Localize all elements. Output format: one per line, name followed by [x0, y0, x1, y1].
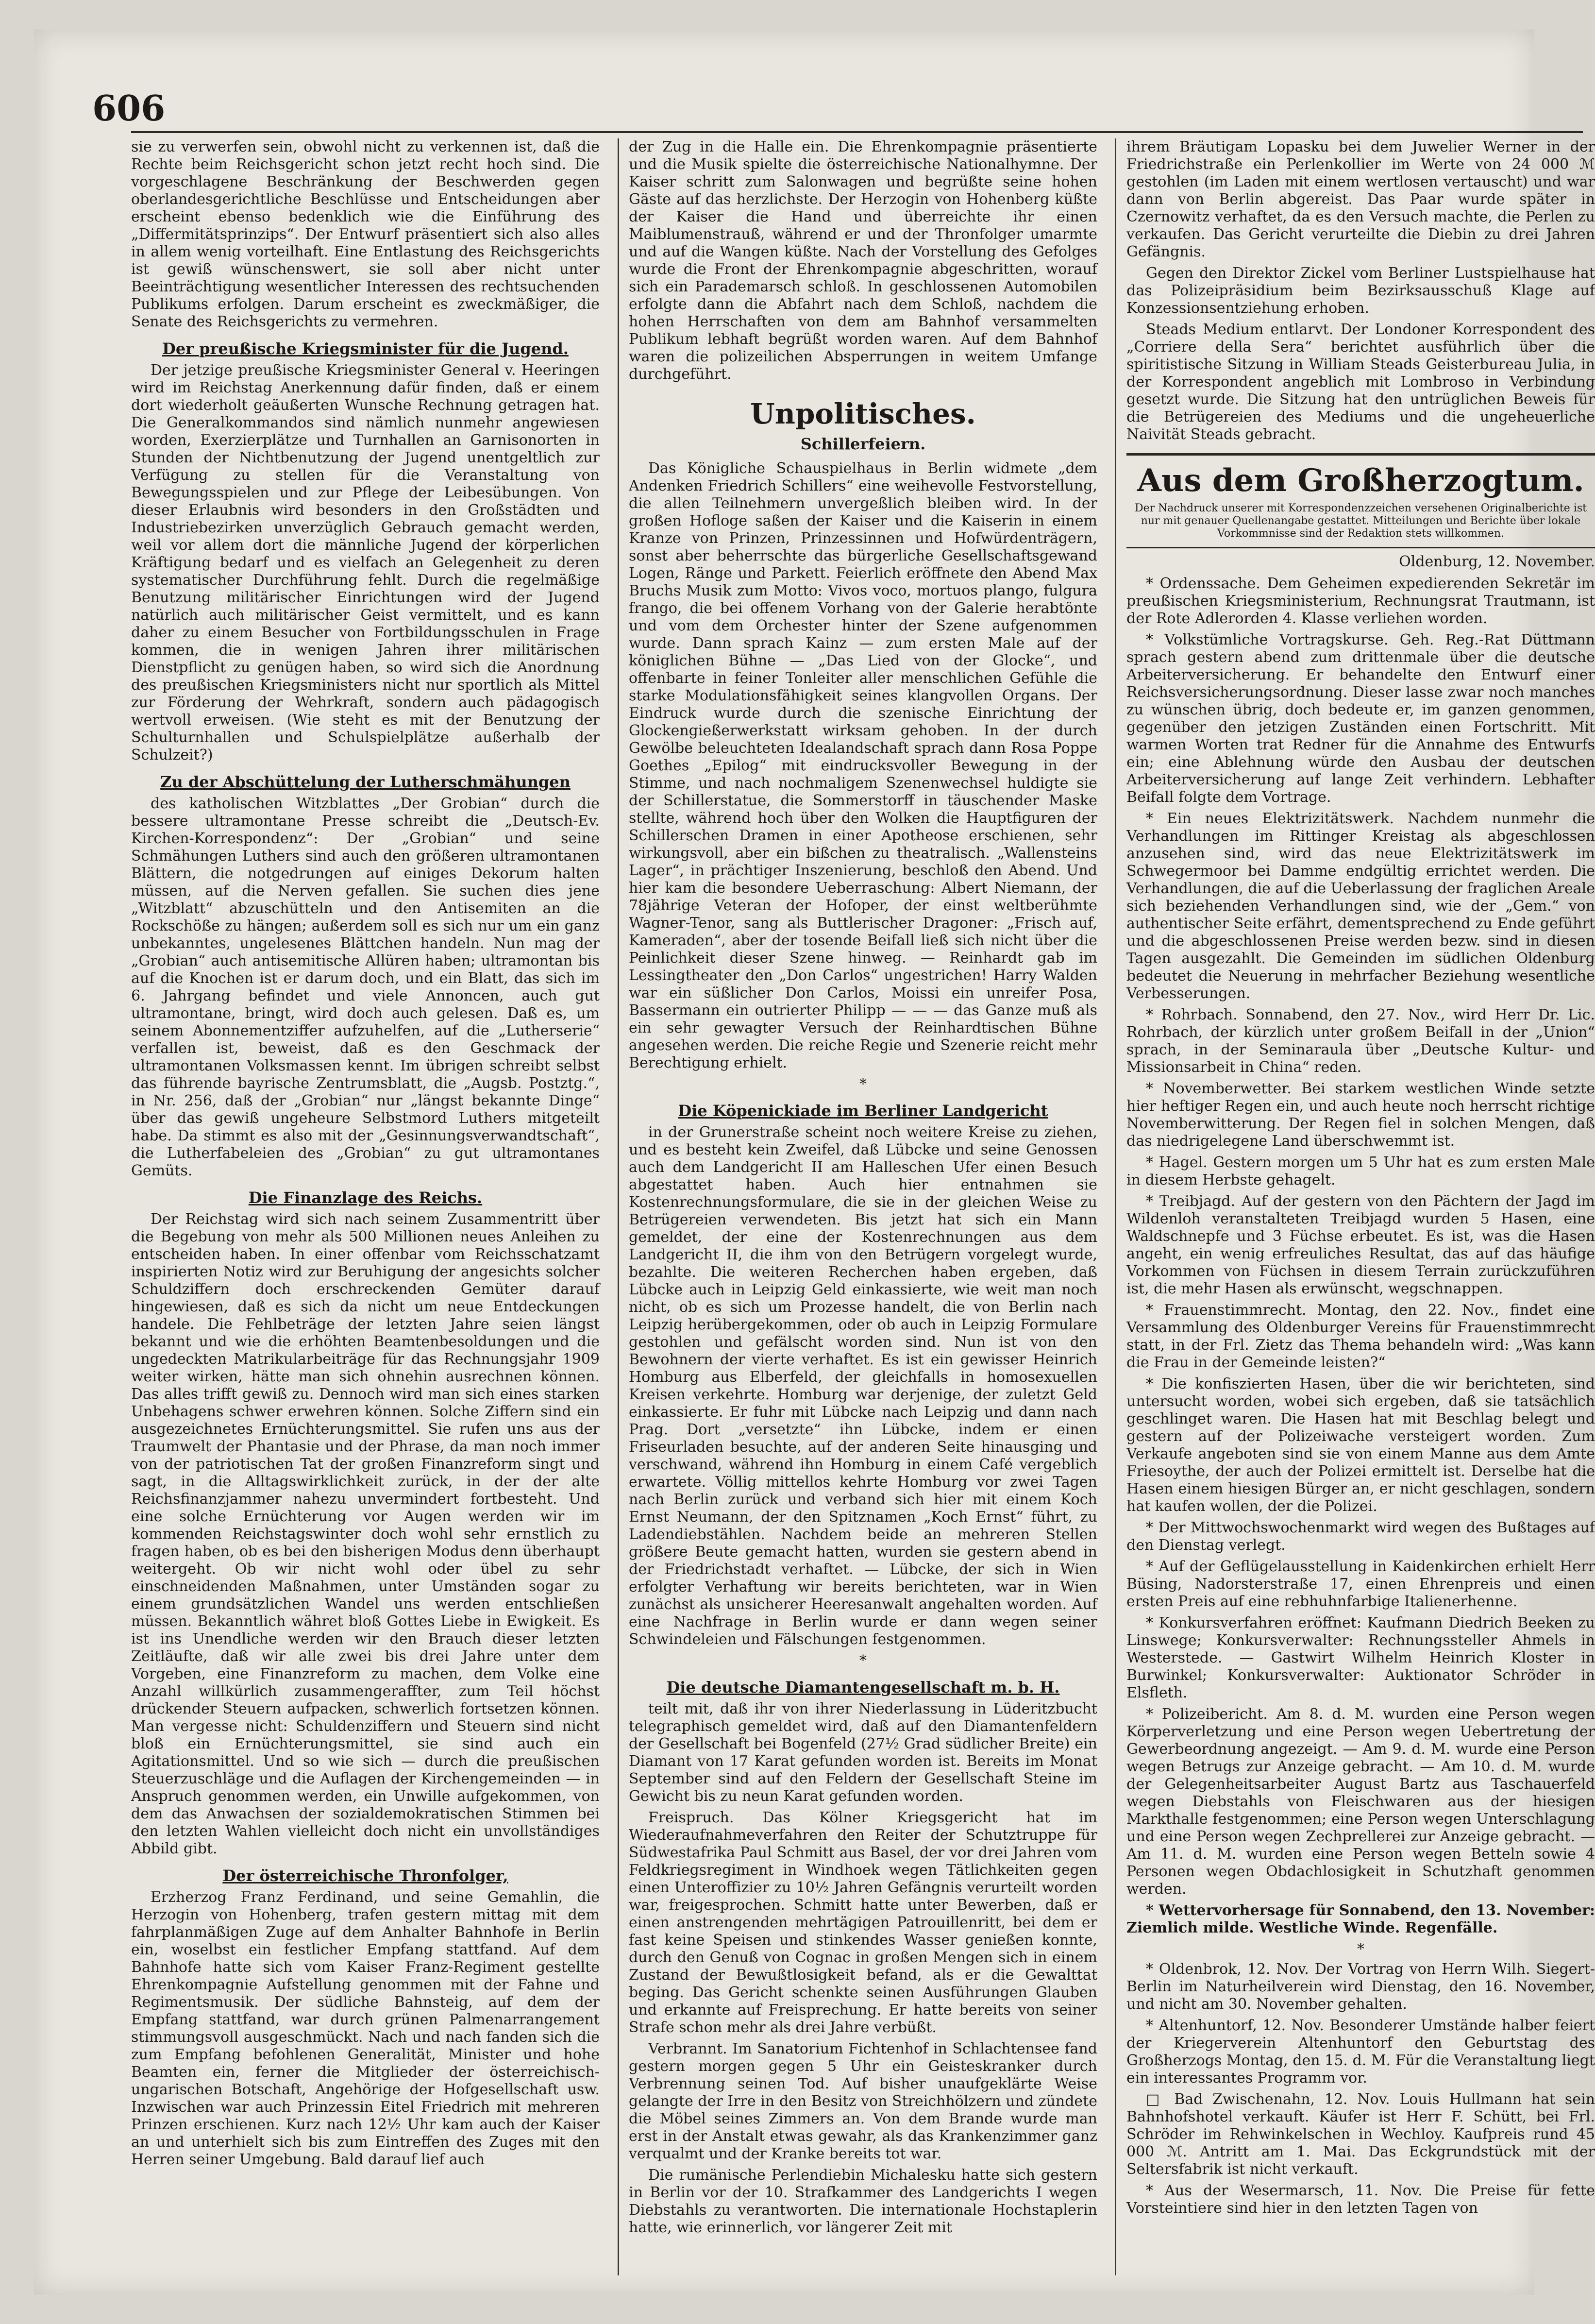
news-item: * Der Mittwochswochenmarkt wird wegen des Bußtages auf den Dienstag verlegt. — [1126, 1519, 1595, 1554]
news-item: * Die konfiszierten Hasen, über die wir berichteten, sind untersucht worden, wobei sich ergeben, daß sie tatsächlich geschlinget waren. Die Hasen hat mit Beschlag belegt und gestern auf der Polizeiwache versteigert worden. Zum Verkaufe angeboten sind sie von einem Manne aus dem Amte Friesoythe, der auch der Polizei ermittelt ist. Derselbe hat die Hasen einem hiesigen Bürger an, er nicht geschlagen, sondern hat kaufen wollen, der die Polizei. — [1126, 1375, 1595, 1515]
article-text: Steads Medium entlarvt. Der Londoner Korrespondent des „Corriere della Sera“ berichtet ausführlich über die spiritistische Sitzung in William Steads Geisterbureau Julia, in der Korrespondent angeblich mit Lombroso in Verbindung gesetzt wurde. Die Sitzung hat den untrüglichen Beweis für die Betrügereien des Mediums und die ungeheuerliche Naivität Steads gebracht. — [1126, 321, 1595, 443]
news-item: * Konkursverfahren eröffnet: Kaufmann Diedrich Beeken zu Linswege; Konkursverwalter: Rechnungssteller Ahmels in Westerstede. — Gastwirt Wilhelm Heinrich Kloster in Burwinkel; Konkursverwalter: Auktionator Schröder in Elsfleth. — [1126, 1614, 1595, 1701]
section-title: Unpolitisches. — [750, 397, 976, 430]
news-item: * Ordenssache. Dem Geheimen expedierenden Sekretär im preußischen Kriegsministerium, Rechnungsrat Trautmann, ist der Rote Adlerorden 4. Klasse verliehen worden. — [1126, 575, 1595, 627]
section-title: Aus dem Großherzogtum. — [1137, 462, 1584, 499]
article-text: Verbrannt. Im Sanatorium Fichtenhof in Schlachtensee fand gestern morgen gegen 5 Uhr ein Geisteskranker durch Verbrennung seinen Tod. Auf bisher unaufgeklärte Weise gelangte der Irre in den Besitz von Streichhölzern und zündete die Möbel seines Zimmers an. Von dem Brande wurde man erst in der Anstalt etwas gewahr, als das Krankenzimmer ganz verqualmt und der Kranke bereits tot war. — [629, 2040, 1097, 2162]
news-item: * Aus der Wesermarsch, 11. Nov. Die Preise für fette Vorsteintiere sind hier in den letzten Tagen von — [1126, 2182, 1595, 2217]
separator-star: * — [859, 1076, 867, 1093]
article-text: Das Königliche Schauspielhaus in Berlin widmete „dem Andenken Friedrich Schillers“ eine weihevolle Festvorstellung, die allen Teilnehmern unvergeßlich bleiben wird. In der großen Hofloge saßen der Kaiser und die Kaiserin in einem Kranze von Prinzen, Prinzessinnen und Hofwürdenträgern, sonst aber beherrschte das bürgerliche Gesellschaftsgewand Logen, Ränge und Parkett. Feierlich eröffnete den Abend Max Bruchs Musik zum Motto: Vivos voco, mortuos plango, fulgura frango, die bei offenem Vorhang von der Galerie herabtönte und vom dem Orchester hinter der Szene aufgenommen wurde. Dann sprach Kainz — zum ersten Male auf der königlichen Bühne — „Das Lied von der Glocke“, und offenbarte in feiner Tonleiter aller menschlichen Gefühle die starke Modulationsfähigkeit seines klangvollen Organs. Der Eindruck wurde durch die szenische Einrichtung der Glockengießerwerkstatt wirksam gehoben. In der durch Gewölbe beleuchteten Idealandschaft sprach dann Rosa Poppe Goethes „Epilog“ mit eindrucksvoller Bewegung in der Stimme, und nach nochmaligem Szenenwechsel huldigte sie der Schillerstatue, die Sommerstorff in täuschender Maske stellte, während hoch über den Wolken die Hauptfiguren der Schillerschen Dramen in einer Apotheose erschienen, sehr wirkungsvoll, aber ein bißchen zu theatralisch. „Wallensteins Lager“, in prächtiger Inszenierung, beschloß den Abend. Und hier kam die besondere Ueberraschung: Albert Niemann, der 78jährige Veteran der Hofoper, der einst weltberühmte Wagner-Tenor, sang als Buttlerischer Dragoner: „Frisch auf, Kameraden“, aber der tosende Beifall ließ sich nicht über die Peinlichkeit dieser Szene hinweg. — Reinhardt gab im Lessingtheater den „Don Carlos“ ungestrichen! Harry Walden war ein süßlicher Don Carlos, Moissi ein unreifer Posa, Bassermann ein outrierter Philipp — — — das Ganze muß als ein sehr gewagter Versuch der Reinhardtischen Bühne angesehen werden. Die reiche Regie und Szenerie reicht mehr Berechtigung erhielt. — [629, 460, 1097, 1071]
article-text: teilt mit, daß ihr von ihrer Niederlassung in Lüderitzbucht telegraphisch gemeldet wird, daß auf den Diamantenfeldern der Gesellschaft bei Bogenfeld (27½ Grad südlicher Breite) ein Diamant von 17 Karat gefunden worden ist. Bereits im Monat September sind auf den Feldern der Gesellschaft Steine im Gewicht bis zu neun Karat gefunden worden. — [629, 1700, 1097, 1805]
article-text: Der jetzige preußische Kriegsminister General v. Heeringen wird im Reichstag Anerkennung dafür finden, daß er einem dort wiederholt geäußerten Wunsche Rechnung getragen hat. Die Generalkommandos sind nämlich nunmehr angewiesen worden, Exerzierplätze und Turnhallen an Garnisonorten in Stunden der Nichtbenutzung der Jugend unentgeltlich zur Verfügung zu stellen für die Veranstaltung von Bewegungsspielen und zur Pflege der Leibesübungen. Von dieser Erlaubnis wird besonders in den Großstädten und Industriebezirken unverzüglich Gebrauch gemacht werden, weil vor allem dort die männliche Jugend der körperlichen Kräftigung bedarf und es vielfach an Gelegenheit zu deren systematischer Durchführung fehlt. Durch die regelmäßige Benutzung militärischer Einrichtungen wird der Jugend natürlich auch militärischer Geist vermittelt, und es kann daher zu einem Besucher von Fortbildungsschulen in Frage kommen, die in wenigen Jahren ihrer militärischen Dienstpflicht zu genügen haben, so wird sich die Anordnung des preußischen Kriegsministers nicht nur sportlich als Mittel zur Förderung der Wehrkraft, sondern auch pädagogisch wertvoll erweisen. (Wie steht es mit der Benutzung der Schulturnhallen und Schulspielplätze außerhalb der Schulzeit?) — [131, 362, 600, 763]
news-item: * Novemberwetter. Bei starkem westlichen Winde setzte hier heftiger Regen ein, und auch heute noch herrscht richtige Novemberwitterung. Der Regen fiel in solchen Mengen, daß das niedrigelegene Land überschwemmt ist. — [1126, 1080, 1595, 1150]
column-rule — [1115, 138, 1116, 2275]
article-text: der Zug in die Halle ein. Die Ehrenkompagnie präsentierte und die Musik spielte die österreichische Nationalhymne. Der Kaiser schritt zum Salonwagen und begrüßte seine hohen Gäste auf das herzlichste. Der Herzogin von Hohenberg küßte der Kaiser die Hand und überreichte ihr einen Maiblumenstrauß, während er und der Thronfolger umarmte und auf die Wangen küßte. Nach der Vorstellung des Gefolges wurde die Front der Ehrenkompagnie abgeschritten, worauf sich ein Parademarsch schloß. In geschlossenen Automobilen erfolgte dann die Abfahrt nach dem Schloß, nachdem die hohen Herrschaften von dem am Bahnhof versammelten Publikum lebhaft begrüßt worden waren. Auf dem Bahnhof waren die polizeilichen Absperrungen in weitem Umfange durchgeführt. — [629, 138, 1097, 383]
news-item: * Altenhuntorf, 12. Nov. Besonderer Umstände halber feiert der Kriegerverein Altenhuntorf den Geburtstag des Großherzogs Montag, den 15. d. M. Für die Veranstaltung liegt ein interessantes Programm vor. — [1126, 2017, 1595, 2087]
reprint-note: Der Nachdruck unserer mit Korrespondenzzeichen versehenen Originalberichte ist nur mit genauer Quellenangabe gestattet. Mitteilungen und Berichte über lokale Vorkommnisse sind der Redaktion stets willkommen. — [1135, 502, 1587, 540]
separator-star: * — [1357, 1941, 1364, 1958]
article-text: in der Grunerstraße scheint noch weitere Kreise zu ziehen, und es besteht kein Zweifel, daß Lübcke und seine Genossen auch dem Landgericht II am Halleschen Ufer einen Besuch abgestattet haben. Auch hier entnahmen sie Kostenrechnungsformulare, die sie in der gleichen Weise zu Betrügereien verwendeten. Bis jetzt hat sich ein Mann gemeldet, der eine der Kostenrechnungen aus dem Landgericht II, die ihm von den Betrügern vorgelegt wurde, bezahlte. Die weiteren Recherchen haben ergeben, daß Lübcke auch in Leipzig Geld einkassierte, wie weit man noch nicht, ob es sich um Prozesse handelt, die von Berlin nach Leipzig herübergekommen, oder ob auch in Leipzig Formulare gestohlen und gefälscht worden sind. Nun ist von den Bewohnern der vierte verhaftet. Es ist ein gewisser Heinrich Homburg aus Elberfeld, der gleichfalls in homosexuellen Kreisen verkehrte. Homburg war derjenige, der zuletzt Geld einkassierte. Er fuhr mit Lübcke nach Leipzig und dann nach Prag. Dort „versetzte“ ihn Lübcke, indem er einen Friseurladen besuchte, auf der anderen Seite hinausging und verschwand, während ihn Homburg in einem Café vergeblich erwartete. Völlig mittellos kehrte Homburg vor zwei Tagen nach Berlin zurück und verband sich hier mit einem Koch Ernst Neumann, der den Spitznamen „Koch Ernst“ führt, zu Ladendiebstählen. Nachdem beide an mehreren Stellen größere Beute gemacht hatten, wurden sie gestern abend in der Friedrichstadt verhaftet. — Lübcke, der sich in Wien erfolgter Verhaftung wir bereits berichteten, war in Wien zunächst als unsicherer Heeresanwalt angehalten worden. Auf eine Nachfrage in Berlin wurde er dann wegen seiner Schwindeleien und Fälschungen festgenommen. — [629, 1124, 1097, 1648]
article-heading: Zu der Abschüttelung der Lutherschmähungen — [160, 773, 571, 791]
article-text: Erzherzog Franz Ferdinand, und seine Gemahlin, die Herzogin von Hohenberg, trafen gestern mittag mit dem fahrplanmäßigen Zuge auf dem Anhalter Bahnhofe in Berlin ein, woselbst ein festlicher Empfang stattfand. Auf dem Bahnhofe hatte sich vom Kaiser Franz-Regiment gestellte Ehrenkompagnie Aufstellung genommen mit der Fahne und Regimentsmusik. Der südliche Bahnsteig, auf dem der Empfang stattfand, war durch grünen Palmenarrangement stimmungsvoll ausgeschmückt. Nach und nach fanden sich die zum Empfang befohlenen Generalität, Minister und hohe Beamten ein, ferner die Mitglieder der österreichisch-ungarischen Botschaft, Angehörige der Hofgesellschaft usw. Inzwischen war auch Prinzessin Eitel Friedrich mit mehreren Prinzen erschienen. Kurz nach 12½ Uhr kam auch der Kaiser an und unterhielt sich bis zum Eintreffen des Zuges mit den Herren seiner Umgebung. Bald darauf lief auch — [131, 1889, 600, 2168]
news-item: * Auf der Geflügelausstellung in Kaidenkirchen erhielt Herr Büsing, Nadorsterstraße 17, einen Ehrenpreis und einen ersten Preis auf eine rebhuhnfarbige Italienerhenne. — [1126, 1558, 1595, 1610]
page-number: 606 — [92, 87, 166, 129]
article-heading: Die Finanzlage des Reichs. — [248, 1188, 483, 1207]
news-item: * Wettervorhersage für Sonnabend, den 13. November: Ziemlich milde. Westliche Winde. Regenfälle. — [1126, 1902, 1595, 1936]
article-text: Der Reichstag wird sich nach seinem Zusammentritt über die Begebung von mehr als 500 Millionen neues Anleihen zu entscheiden haben. In einer offenbar vom Reichsschatzamt inspirierten Notiz wird zur Beruhigung der angesichts solcher Schuldziffern doch erschreckenden Gemüter darauf hingewiesen, daß es sich da nicht um neue Entdeckungen handele. Die Fehlbeträge der letzten Jahre seien längst bekannt und wie die erhöhten Beamtenbesoldungen und die ungedeckten Matrikularbeiträge für das Rechnungsjahr 1909 weiter wirken, hätte man sich ohnehin ausrechnen können. Das alles trifft gewiß zu. Dennoch wird man sich eines starken Unbehagens schwer erwehren können. Solche Ziffern sind ein ausgezeichnetes Ernüchterungsmittel. Sie rufen uns aus der Traumwelt der Phantasie und der Phrase, da man noch immer von der patriotischen Tat der großen Finanzreform singt und sagt, in die Alltagswirklichkeit zurück, in der der alte Reichsfinanzjammer nahezu unvermindert fortbesteht. Und eine solche Ernüchterung vor Augen werden wir im kommenden Reichstagswinter doch wohl sehr ernstlich zu fragen haben, ob es bei den bisherigen Modus denn überhaupt weitergeht. Ob wir nicht wohl oder übel zu sehr einschneidenden Maßnahmen, unter Umständen sogar zu einem grundsätzlichen Wandel uns werden entschließen müssen. Bekanntlich währet bloß Gottes Liebe in Ewigkeit. Es ist ins Unendliche werden wir den Brauch dieser letzten Zeitläufte, daß wir alle zwei bis drei Jahre unter dem Vorgeben, eine Finanzreform zu machen, dem Volke eine Anzahl willkürlich zusammengeraffter, zum Teil höchst drückender Steuern aufpacken, schwerlich fortsetzen können. Man vergesse nicht: Schuldenziffern und Steuern sind nicht bloß ein Ernüchterungsmittel, sie sind auch ein Agitationsmittel. Und so wie sich — durch die preußischen Steuerzuschläge und die Auflagen der Kirchengemeinden — in Anspruch genommen werden, ein Unwille aufgekommen, von dem das Anwachsen der sozialdemokratischen Stimmen bei den letzten Wahlen vielleicht doch nicht ein unvollständiges Abbild gibt. — [131, 1211, 600, 1857]
article-heading: Die Köpenickiade im Berliner Landgericht — [678, 1102, 1048, 1120]
news-item: * Ein neues Elektrizitätswerk. Nachdem nunmehr die Verhandlungen im Rittinger Kreistag als abgeschlossen anzusehen sind, wird das neue Elektrizitätswerk im Schwegermoor bei Damme endgültig errichtet werden. Die Verhandlungen, die auf die Ueberlassung der fraglichen Areale sich beziehenden Verhandlungen sind, wie der „Gem.“ von authentischer Seite erfährt, dementsprechend zu Ende geführt und die abgeschlossenen Preise werden bezw. sind in diesen Tagen ausgezahlt. Die Gemeinden im südlichen Oldenburg bedeutet die Neuerung in mehrfacher Beziehung wesentliche Verbesserungen. — [1126, 810, 1595, 1002]
article-text: sie zu verwerfen sein, obwohl nicht zu verkennen ist, daß die Rechte beim Reichsgericht schon jetzt recht hoch sind. Die vorgeschlagene Beschränkung der Beschwerden gegen oberlandesgerichtliche Beschlüsse und Entscheidungen aber erscheint ebenso bedenklich wie die Einführung des „Differmitätsprinzips“. Der Entwurf präsentiert sich also alles in allem wenig vorteilhaft. Eine Entlastung des Reichsgerichts ist gewiß wünschenswert, sie soll aber nicht unter Beeinträchtigung wesentlicher Interessen des rechtsuchenden Publikums erfolgen. Darum erscheint es zweckmäßiger, die Senate des Reichsgerichts zu vermehren. — [131, 138, 600, 330]
column-rule — [618, 138, 619, 2275]
column-2 — [629, 138, 1097, 2285]
article-text: Die rumänische Perlendiebin Michalesku hatte sich gestern in Berlin vor der 10. Strafkammer des Landgerichts I wegen Diebstahls zu verantworten. Die internationale Hochstaplerin hatte, wie erinnerlich, vor längerer Zeit mit — [629, 2167, 1097, 2236]
article-heading: Der österreichische Thronfolger, — [222, 1866, 508, 1885]
section-header-box — [1126, 453, 1595, 548]
news-item: * Hagel. Gestern morgen um 5 Uhr hat es zum ersten Male in diesem Herbste gehagelt. — [1126, 1154, 1595, 1188]
article-text: Gegen den Direktor Zickel vom Berliner Lustspielhause hat das Polizeipräsidium beim Bezirksausschuß Klage auf Konzessionsentziehung erhoben. — [1126, 265, 1595, 317]
article-heading: Der preußische Kriegsminister für die Jugend. — [162, 339, 569, 358]
news-item: * Treibjagd. Auf der gestern von den Pächtern der Jagd im Wildenloh veranstalteten Treibjagd wurden 5 Hasen, eine Waldschnepfe und 3 Füchse erbeutet. Es ist, was die Hasen angeht, ein wenig erfreuliches Resultat, das auf das häufige Vorkommen von Füchsen in diesem Terrain zurückzuführen ist, die mehr Hasen als erwünscht, wegschnappen. — [1126, 1193, 1595, 1297]
newspaper-page — [34, 29, 1595, 2295]
news-item: * Volkstümliche Vortragskurse. Geh. Reg.-Rat Düttmann sprach gestern abend zum drittenmale über die deutsche Arbeiterversicherung. Er behandelte den Entwurf einer Reichsversicherungsordnung. Dieser lasse zwar noch manches zu wünschen übrig, doch bedeute er, im ganzen genommen, gegenüber den jetzigen Zuständen einen Fortschritt. Mit warmen Worten trat Redner für die Annahme des Entwurfs ein; eine Ablehnung würde den Ausbau der deutschen Arbeiterversicherung auf lange Zeit verhindern. Lebhafter Beifall folgte dem Vortrage. — [1126, 631, 1595, 806]
news-item: * Rohrbach. Sonnabend, den 27. Nov., wird Herr Dr. Lic. Rohrbach, der kürzlich unter großem Beifall in der „Union“ sprach, in der Seminaraula über „Deutsche Kultur- und Missionsarbeit in China“ reden. — [1126, 1006, 1595, 1076]
section-subtitle: Schillerfeiern. — [800, 435, 926, 453]
article-heading: Die deutsche Diamantengesellschaft m. b. H. — [666, 1678, 1060, 1696]
article-text: Freispruch. Das Kölner Kriegsgericht hat im Wiederaufnahmeverfahren den Reiter der Schutztruppe für Südwestafrika Paul Schmitt aus Basel, der vor drei Jahren vom Feldkriegsregiment in Windhoek wegen Tätlichkeiten gegen einen Unteroffizier zu 10½ Jahren Gefängnis verurteilt worden war, freigesprochen. Schmitt hatte unter Bewerben, daß er einen anstrengenden mehrtägigen Patrouillenritt, bei dem er fast keine Speisen und stinkendes Wasser genießen konnte, durch den Genuß von Cognac in großen Mengen sich in einem Zustand der Bewußtlosigkeit befand, als er die Gewalttat beging. Das Gericht schenkte seinen Ausführungen Glauben und erkannte auf Freisprechung. Er hatte bereits von seiner Strafe schon mehr als drei Jahre verbüßt. — [629, 1809, 1097, 2036]
column-3 — [1126, 138, 1595, 2285]
separator-star: * — [859, 1652, 867, 1669]
news-item: * Oldenbrok, 12. Nov. Der Vortrag von Herrn Wilh. Siegert-Berlin im Naturheilverein wird Dienstag, den 16. November, und nicht am 30. November gehalten. — [1126, 1961, 1595, 2013]
dateline: Oldenburg, 12. November. — [1399, 553, 1595, 570]
header-rule — [131, 131, 1583, 133]
column-1 — [131, 138, 600, 2285]
news-item: * Frauenstimmrecht. Montag, den 22. Nov., findet eine Versammlung des Oldenburger Vereins für Frauenstimmrecht statt, in der Frl. Zietz das Thema behandeln wird: „Was kann die Frau in der Gemeinde leisten?“ — [1126, 1302, 1595, 1371]
article-text: ihrem Bräutigam Lopasku bei dem Juwelier Werner in der Friedrichstraße ein Perlenkollier im Werte von 24 000 ℳ gestohlen (im Laden mit einem wertlosen vertauscht) und war dann von Berlin abgereist. Das Paar wurde später in Czernowitz verhaftet, da es den Versuch machte, die Perlen zu verkaufen. Das Gericht verurteilte die Diebin zu drei Jahren Gefängnis. — [1126, 138, 1595, 260]
news-item: * Polizeibericht. Am 8. d. M. wurden eine Person wegen Körperverletzung und eine Person wegen Uebertretung der Gewerbeordnung angezeigt. — Am 9. d. M. wurde eine Person wegen Betrugs zur Anzeige gebracht. — Am 10. d. M. wurde der Gelegenheitsarbeiter August Bartz aus Taschauerfeld wegen Diebstahls von Fleischwaren aus der hiesigen Markthalle festgenommen; eine Person wegen Unterschlagung und eine Person wegen Zechprellerei zur Anzeige gebracht. — Am 11. d. M. wurden eine Person wegen Betteln sowie 4 Personen wegen Obdachlosigkeit in Schutzhaft genommen werden. — [1126, 1706, 1595, 1898]
news-item: □ Bad Zwischenahn, 12. Nov. Louis Hullmann hat sein Bahnhofshotel verkauft. Käufer ist Herr F. Schütt, bei Frl. Schröder im Rehwinkelschen in Wechloy. Kaufpreis rund 45 000 ℳ. Antritt am 1. Mai. Das Eckgrundstück mit der Seltersfabrik ist nicht verkauft. — [1126, 2091, 1595, 2178]
article-text: des katholischen Witzblattes „Der Grobian“ durch die bessere ultramontane Presse schreibt die „Deutsch-Ev. Kirchen-Korrespondenz“: Der „Grobian“ und seine Schmähungen Luthers sind auch den größeren ultramontanen Blättern, die notgedrungen auf einiges Dekorum halten müssen, auf die Nerven gefallen. Sie suchen dies jene „Witzblatt“ abzuschütteln und den Antisemiten an die Rockschöße zu hängen; außerdem soll es sich nur um ein ganz unbekanntes, ungelesenes Blättchen handeln. Nun mag der „Grobian“ auch antisemitische Allüren haben; ultramontan bis auf die Knochen ist er darum doch, und ein Blatt, das sich im 6. Jahrgang befindet und viele Annoncen, auch gut ultramontane, bringt, wird doch auch gelesen. Daß es, um seinem Abonnementziffer aufzuhelfen, auf die „Lutherserie“ verfallen ist, beweist, daß es den Geschmack der ultramontanen Volksmassen kennt. Im übrigen schreibt selbst das führende bayrische Zentrumsblatt, die „Augsb. Postztg.“, in Nr. 256, daß der „Grobian“ nur „längst bekannte Dinge“ über das gewiß ungeheure Selbstmord Luthers mitgeteilt habe. Da stimmt es also mit der „Gesinnungsverwandtschaft“, die Lutherfabeleien des „Grobian“ zu gut ultramontanes Gemüts. — [131, 795, 600, 1179]
